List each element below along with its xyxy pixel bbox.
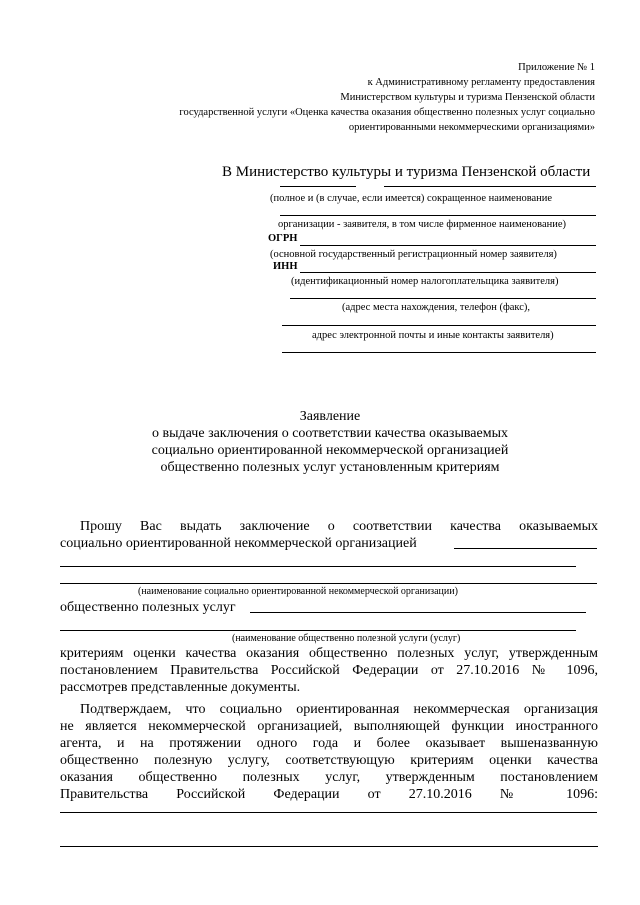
address-field[interactable] <box>290 298 596 299</box>
title-line: общественно полезных услуг установленным критериям <box>160 460 500 475</box>
paragraph-2-line: критериям оценки качества оказания общественно полезных услуг, утвержденным <box>60 646 598 661</box>
blank-line[interactable] <box>60 630 576 631</box>
ogrn-field[interactable] <box>300 245 596 246</box>
inn-label: ИНН <box>273 261 298 272</box>
title-line: о выдаче заключения о соответствии качества оказываемых <box>152 426 508 441</box>
paragraph-1-line: Прошу Вас выдать заключение о соответствии качества оказываемых <box>80 519 598 534</box>
blank-line[interactable] <box>384 186 596 187</box>
hint-inn: (идентификационный номер налогоплательщика заявителя) <box>291 276 559 287</box>
paragraph-3-line: Подтверждаем, что социально ориентированная некоммерческая организация <box>80 702 598 717</box>
appendix-line: ориентированными некоммерческими организациями» <box>348 122 595 133</box>
services-label: общественно полезных услуг <box>60 600 236 615</box>
recipient: В Министерство культуры и туризма Пензенской области <box>222 164 591 180</box>
blank-line[interactable] <box>280 215 596 216</box>
service-name-field[interactable] <box>250 612 586 613</box>
hint-email: адрес электронной почты и иные контакты заявителя) <box>312 330 554 341</box>
document-title <box>60 408 600 476</box>
blank-line[interactable] <box>60 566 576 567</box>
paragraph-3-line: оказания общественно полезных услуг, утвержденным постановлением <box>60 770 598 785</box>
paragraph-3-line: общественно полезную услугу, соответствующую критериям оценки качества <box>60 753 598 768</box>
hint-service-name: (наименование общественно полезной услуги (услуг) <box>232 633 461 644</box>
inn-field[interactable] <box>300 272 596 273</box>
hint-ogrn: (основной государственный регистрационный номер заявителя) <box>270 249 557 260</box>
appendix-header <box>75 60 595 135</box>
footnote-separator <box>60 846 598 847</box>
contacts-field[interactable] <box>282 325 596 326</box>
title-line: Заявление <box>299 409 361 424</box>
hint-org: организации - заявителя, в том числе фирменное наименование) <box>278 219 567 230</box>
appendix-line: Министерством культуры и туризма Пензенской области <box>340 92 595 103</box>
appendix-number: Приложение № 1 <box>518 62 595 73</box>
title-line: социально ориентированной некоммерческой организацией <box>151 443 509 458</box>
paragraph-2-line: постановлением Правительства Российской Федерации от 27.10.2016 № 1096, <box>60 663 598 678</box>
blank-line[interactable] <box>282 352 596 353</box>
org-name-field[interactable] <box>454 548 597 549</box>
ogrn-label: ОГРН <box>268 233 298 244</box>
hint-org-name: (наименование социально ориентированной некоммерческой организации) <box>138 586 458 597</box>
paragraph-2-line: рассмотрев представленные документы. <box>60 680 301 695</box>
blank-line[interactable] <box>60 812 597 813</box>
paragraph-3-line: Правительства Российской Федерации от 27.10.2016 № 1096: <box>60 787 598 802</box>
hint-address: (адрес места нахождения, телефон (факс), <box>342 302 531 313</box>
paragraph-3-line: агента, и на протяжении одного года и более оказывает вышеназванную <box>60 736 598 751</box>
appendix-line: к Административному регламенту предоставления <box>367 77 595 88</box>
paragraph-1-line: социально ориентированной некоммерческой организацией <box>60 536 417 551</box>
blank-line[interactable] <box>280 186 356 187</box>
blank-line[interactable] <box>60 583 597 584</box>
paragraph-3-line: не является некоммерческой организацией, выполняющей функции иностранного <box>60 719 598 734</box>
hint-full-name: (полное и (в случае, если имеется) сокращенное наименование <box>270 193 553 204</box>
appendix-line: государственной услуги «Оценка качества оказания общественно полезных услуг социально <box>179 107 595 118</box>
